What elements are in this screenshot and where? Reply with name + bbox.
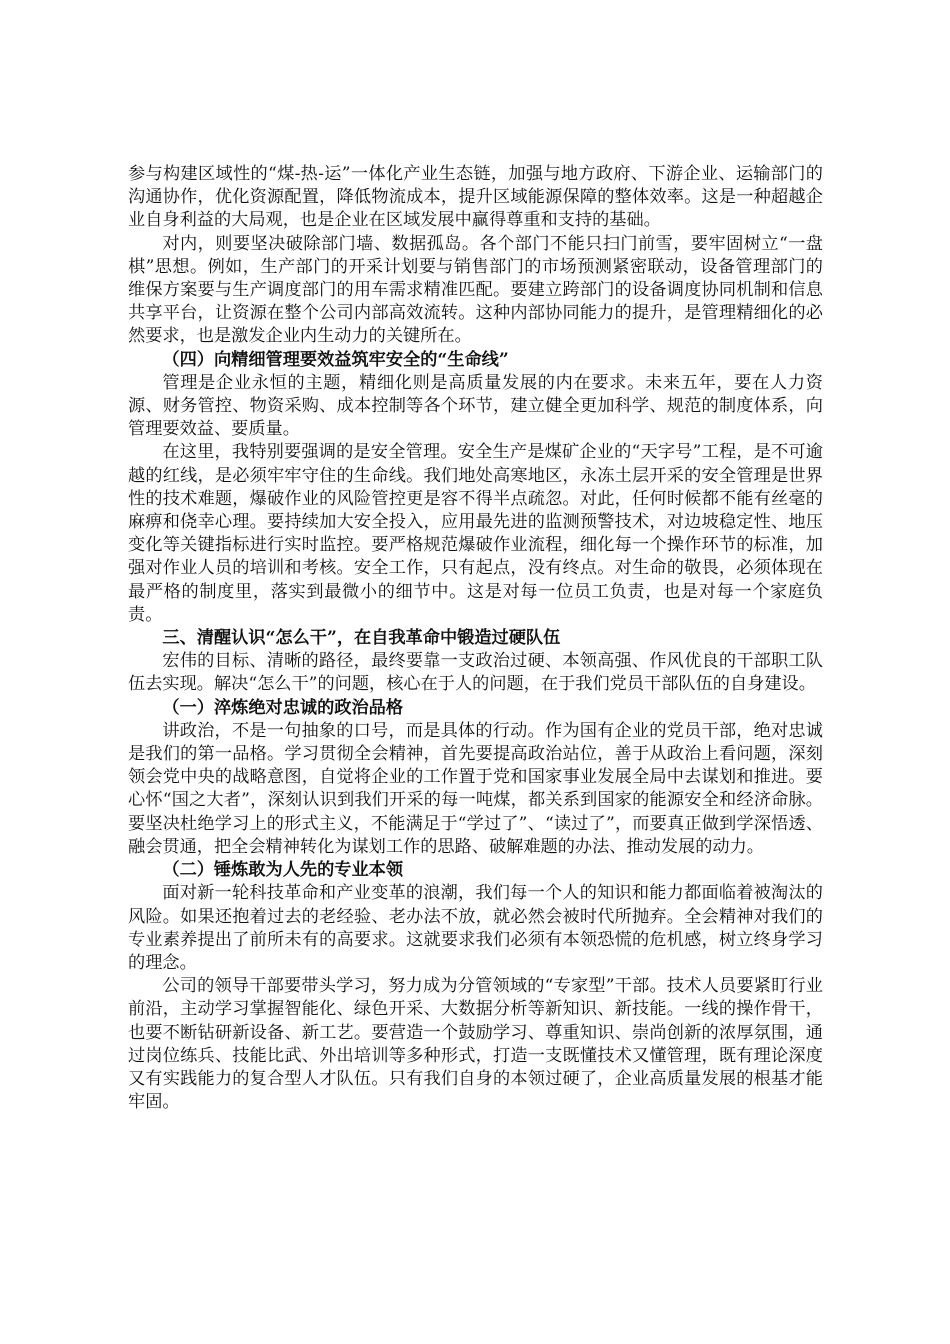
paragraph: 公司的领导干部要带头学习，努力成为分管领域的“专家型”干部。技术人员要紧盯行业前沿，主动学习掌握智能化、绿色开采、大数据分析等新知识、新技能。一线的操作骨干，也要不断钻研新设备、新工艺。要营造一个鼓励学习、尊重知识、崇尚创新的浓厚氛围，通过岗位练兵、技能比武、外出培训等多种形式，打造一支既懂技术又懂管理，既有理论深度又有实践能力的复合型人才队伍。只有我们自身的本领过硬了，企业高质量发展的根基才能牢固。 <box>128 976 823 1113</box>
section-heading: （二）锤炼敢为人先的专业本领 <box>162 860 404 881</box>
document-body <box>128 163 823 1114</box>
section-heading: （一）淬炼绝对忠诚的政治品格 <box>162 697 404 718</box>
section-heading: （四）向精细管理要效益筑牢安全的“生命线” <box>162 349 509 370</box>
paragraph: 参与构建区域性的“煤-热-运”一体化产业生态链，加强与地方政府、下游企业、运输部门的沟通协作，优化资源配置，降低物流成本，提升区域能源保障的整体效率。这是一种超越企业自身利益的大局观，也是企业在区域发展中赢得尊重和支持的基础。 <box>128 164 823 231</box>
paragraph: 宏伟的目标、清晰的路径，最终要靠一支政治过硬、本领高强、作风优良的干部职工队伍去实现。解决“怎么干”的问题，核心在于人的问题，在于我们党员干部队伍的自身建设。 <box>128 651 823 695</box>
paragraph: 对内，则要坚决破除部门墙、数据孤岛。各个部门不能只扫门前雪，要牢固树立“一盘棋”思想。例如，生产部门的开采计划要与销售部门的市场预测紧密联动，设备管理部门的维保方案要与生产调度部门的用车需求精准匹配。要建立跨部门的设备调度协同机制和信息共享平台，让资源在整个公司内部高效流转。这种内部协同能力的提升，是管理精细化的必然要求，也是激发企业内生动力的关键所在。 <box>128 233 823 347</box>
section-heading: 三、清醒认识“怎么干”，在自我革命中锻造过硬队伍 <box>162 628 561 649</box>
paragraph: 讲政治，不是一句抽象的口号，而是具体的行动。作为国有企业的党员干部，绝对忠诚是我们的第一品格。学习贯彻全会精神，首先要提高政治站位，善于从政治上看问题，深刻领会党中央的战略意图，自觉将企业的工作置于党和国家事业发展全局中去谋划和推进。要心怀“国之大者”，深刻认识到我们开采的每一吨煤，都关系到国家的能源安全和经济命脉。要坚决杜绝学习上的形式主义，不能满足于“学过了”、“读过了”，而要真正做到学深悟透、融会贯通，把全会精神转化为谋划工作的思路、破解难题的办法、推动发展的动力。 <box>128 720 823 857</box>
paragraph: 在这里，我特别要强调的是安全管理。安全生产是煤矿企业的“天字号”工程，是不可逾越的红线，是必须牢牢守住的生命线。我们地处高寒地区，永冻土层开采的安全管理是世界性的技术难题，爆破作业的风险管控更是容不得半点疏忽。对此，任何时候都不能有丝毫的麻痹和侥幸心理。要持续加大安全投入，应用最先进的监测预警技术，对边坡稳定性、地压变化等关键指标进行实时监控。要严格规范爆破作业流程，细化每一个操作环节的标准，加强对作业人员的培训和考核。安全工作，只有起点，没有终点。对生命的敬畏，必须体现在最严格的制度里，落实到最微小的细节中。这是对每一位员工负责，也是对每一个家庭负责。 <box>128 442 823 625</box>
paragraph: 面对新一轮科技革命和产业变革的浪潮，我们每一个人的知识和能力都面临着被淘汰的风险。如果还抱着过去的老经验、老办法不放，就必然会被时代所抛弃。全会精神对我们的专业素养提出了前所未有的高要求。这就要求我们必须有本领恐慌的危机感，树立终身学习的理念。 <box>128 883 823 973</box>
paragraph: 管理是企业永恒的主题，精细化则是高质量发展的内在要求。未来五年，要在人力资源、财务管控、物资采购、成本控制等各个环节，建立健全更加科学、规范的制度体系，向管理要效益、要质量。 <box>128 372 823 440</box>
